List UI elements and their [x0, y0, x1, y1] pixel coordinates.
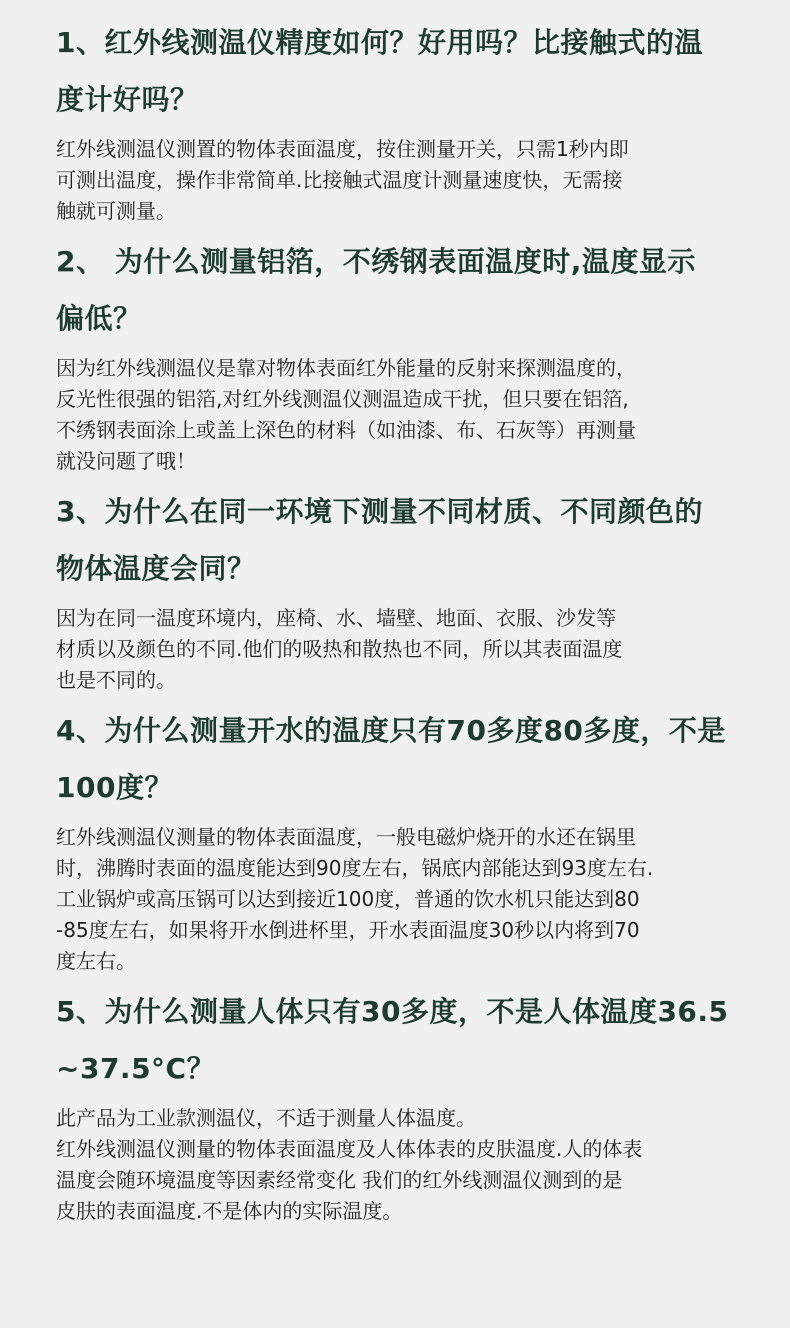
faq-question-line: 度计好吗？	[56, 83, 199, 116]
faq-answer-line: -85度左右，如果将开水倒进杯里，开水表面温度30秒以内将到70	[56, 918, 640, 942]
faq-question-line: 2、 为什么测量铝箔，不绣钢表面温度时,温度显示	[56, 245, 696, 278]
faq-answer-line: 皮肤的表面温度.不是体内的实际温度。	[56, 1199, 403, 1223]
faq-answer-line: 度左右。	[56, 949, 136, 973]
faq-answer-line: 因为在同一温度环境内，座椅、水、墙壁、地面、衣服、沙发等	[56, 606, 616, 630]
faq-question-line: ~37.5°C？	[56, 1052, 216, 1085]
faq-answer-line: 温度会随环境温度等因素经常变化 我们的红外线测温仪测到的是	[56, 1168, 623, 1192]
faq-question-line: 5、为什么测量人体只有30多度，不是人体温度36.5	[56, 995, 729, 1028]
faq-answer-line: 也是不同的。	[56, 668, 176, 692]
faq-answer-1	[56, 134, 750, 227]
faq-question-2	[56, 233, 750, 347]
faq-answer-3	[56, 603, 750, 696]
faq-question-line: 100度？	[56, 771, 173, 804]
faq-question-line: 偏低？	[56, 302, 142, 335]
faq-answer-line: 红外线测温仪测置的物体表面温度，按住测量开关，只需1秒内即	[56, 137, 629, 161]
faq-answer-line: 触就可测量。	[56, 199, 176, 223]
faq-answer-line: 可测出温度，操作非常简单.比接触式温度计测量速度快，无需接	[56, 168, 623, 192]
faq-answer-4	[56, 822, 750, 977]
faq-question-5	[56, 983, 750, 1097]
faq-answer-line: 红外线测温仪测量的物体表面温度，一般电磁炉烧开的水还在锅里	[56, 825, 636, 849]
faq-answer-2	[56, 353, 750, 477]
faq-question-line: 1、红外线测温仪精度如何？好用吗？比接触式的温	[56, 26, 703, 59]
faq-answer-line: 此产品为工业款测温仪，不适于测量人体温度。	[56, 1106, 476, 1130]
faq-question-line: 物体温度会同？	[56, 552, 256, 585]
faq-answer-line: 不绣钢表面涂上或盖上深色的材料（如油漆、布、石灰等）再测量	[56, 418, 636, 442]
faq-item-5	[56, 983, 750, 1227]
faq-answer-line: 材质以及颜色的不同.他们的吸热和散热也不同，所以其表面温度	[56, 637, 623, 661]
faq-answer-line: 时，沸腾时表面的温度能达到90度左右，锅底内部能达到93度左右.	[56, 856, 654, 880]
faq-question-4	[56, 702, 750, 816]
faq-answer-line: 红外线测温仪测量的物体表面温度及人体体表的皮肤温度.人的体表	[56, 1137, 643, 1161]
faq-answer-line: 反光性很强的铝箔,对红外线测温仪测温造成干扰，但只要在铝箔,	[56, 387, 629, 411]
faq-answer-5	[56, 1103, 750, 1227]
faq-question-3	[56, 483, 750, 597]
faq-item-1	[56, 14, 750, 227]
faq-item-3	[56, 483, 750, 696]
faq-answer-line: 就没问题了哦！	[56, 449, 196, 473]
faq-question-line: 4、为什么测量开水的温度只有70多度80多度，不是	[56, 714, 726, 747]
faq-question-1	[56, 14, 750, 128]
faq-item-2	[56, 233, 750, 477]
faq-answer-line: 因为红外线测温仪是靠对物体表面红外能量的反射来探测温度的，	[56, 356, 636, 380]
faq-item-4	[56, 702, 750, 977]
faq-answer-line: 工业锅炉或高压锅可以达到接近100度，普通的饮水机只能达到80	[56, 887, 640, 911]
faq-question-line: 3、为什么在同一环境下测量不同材质、不同颜色的	[56, 495, 703, 528]
